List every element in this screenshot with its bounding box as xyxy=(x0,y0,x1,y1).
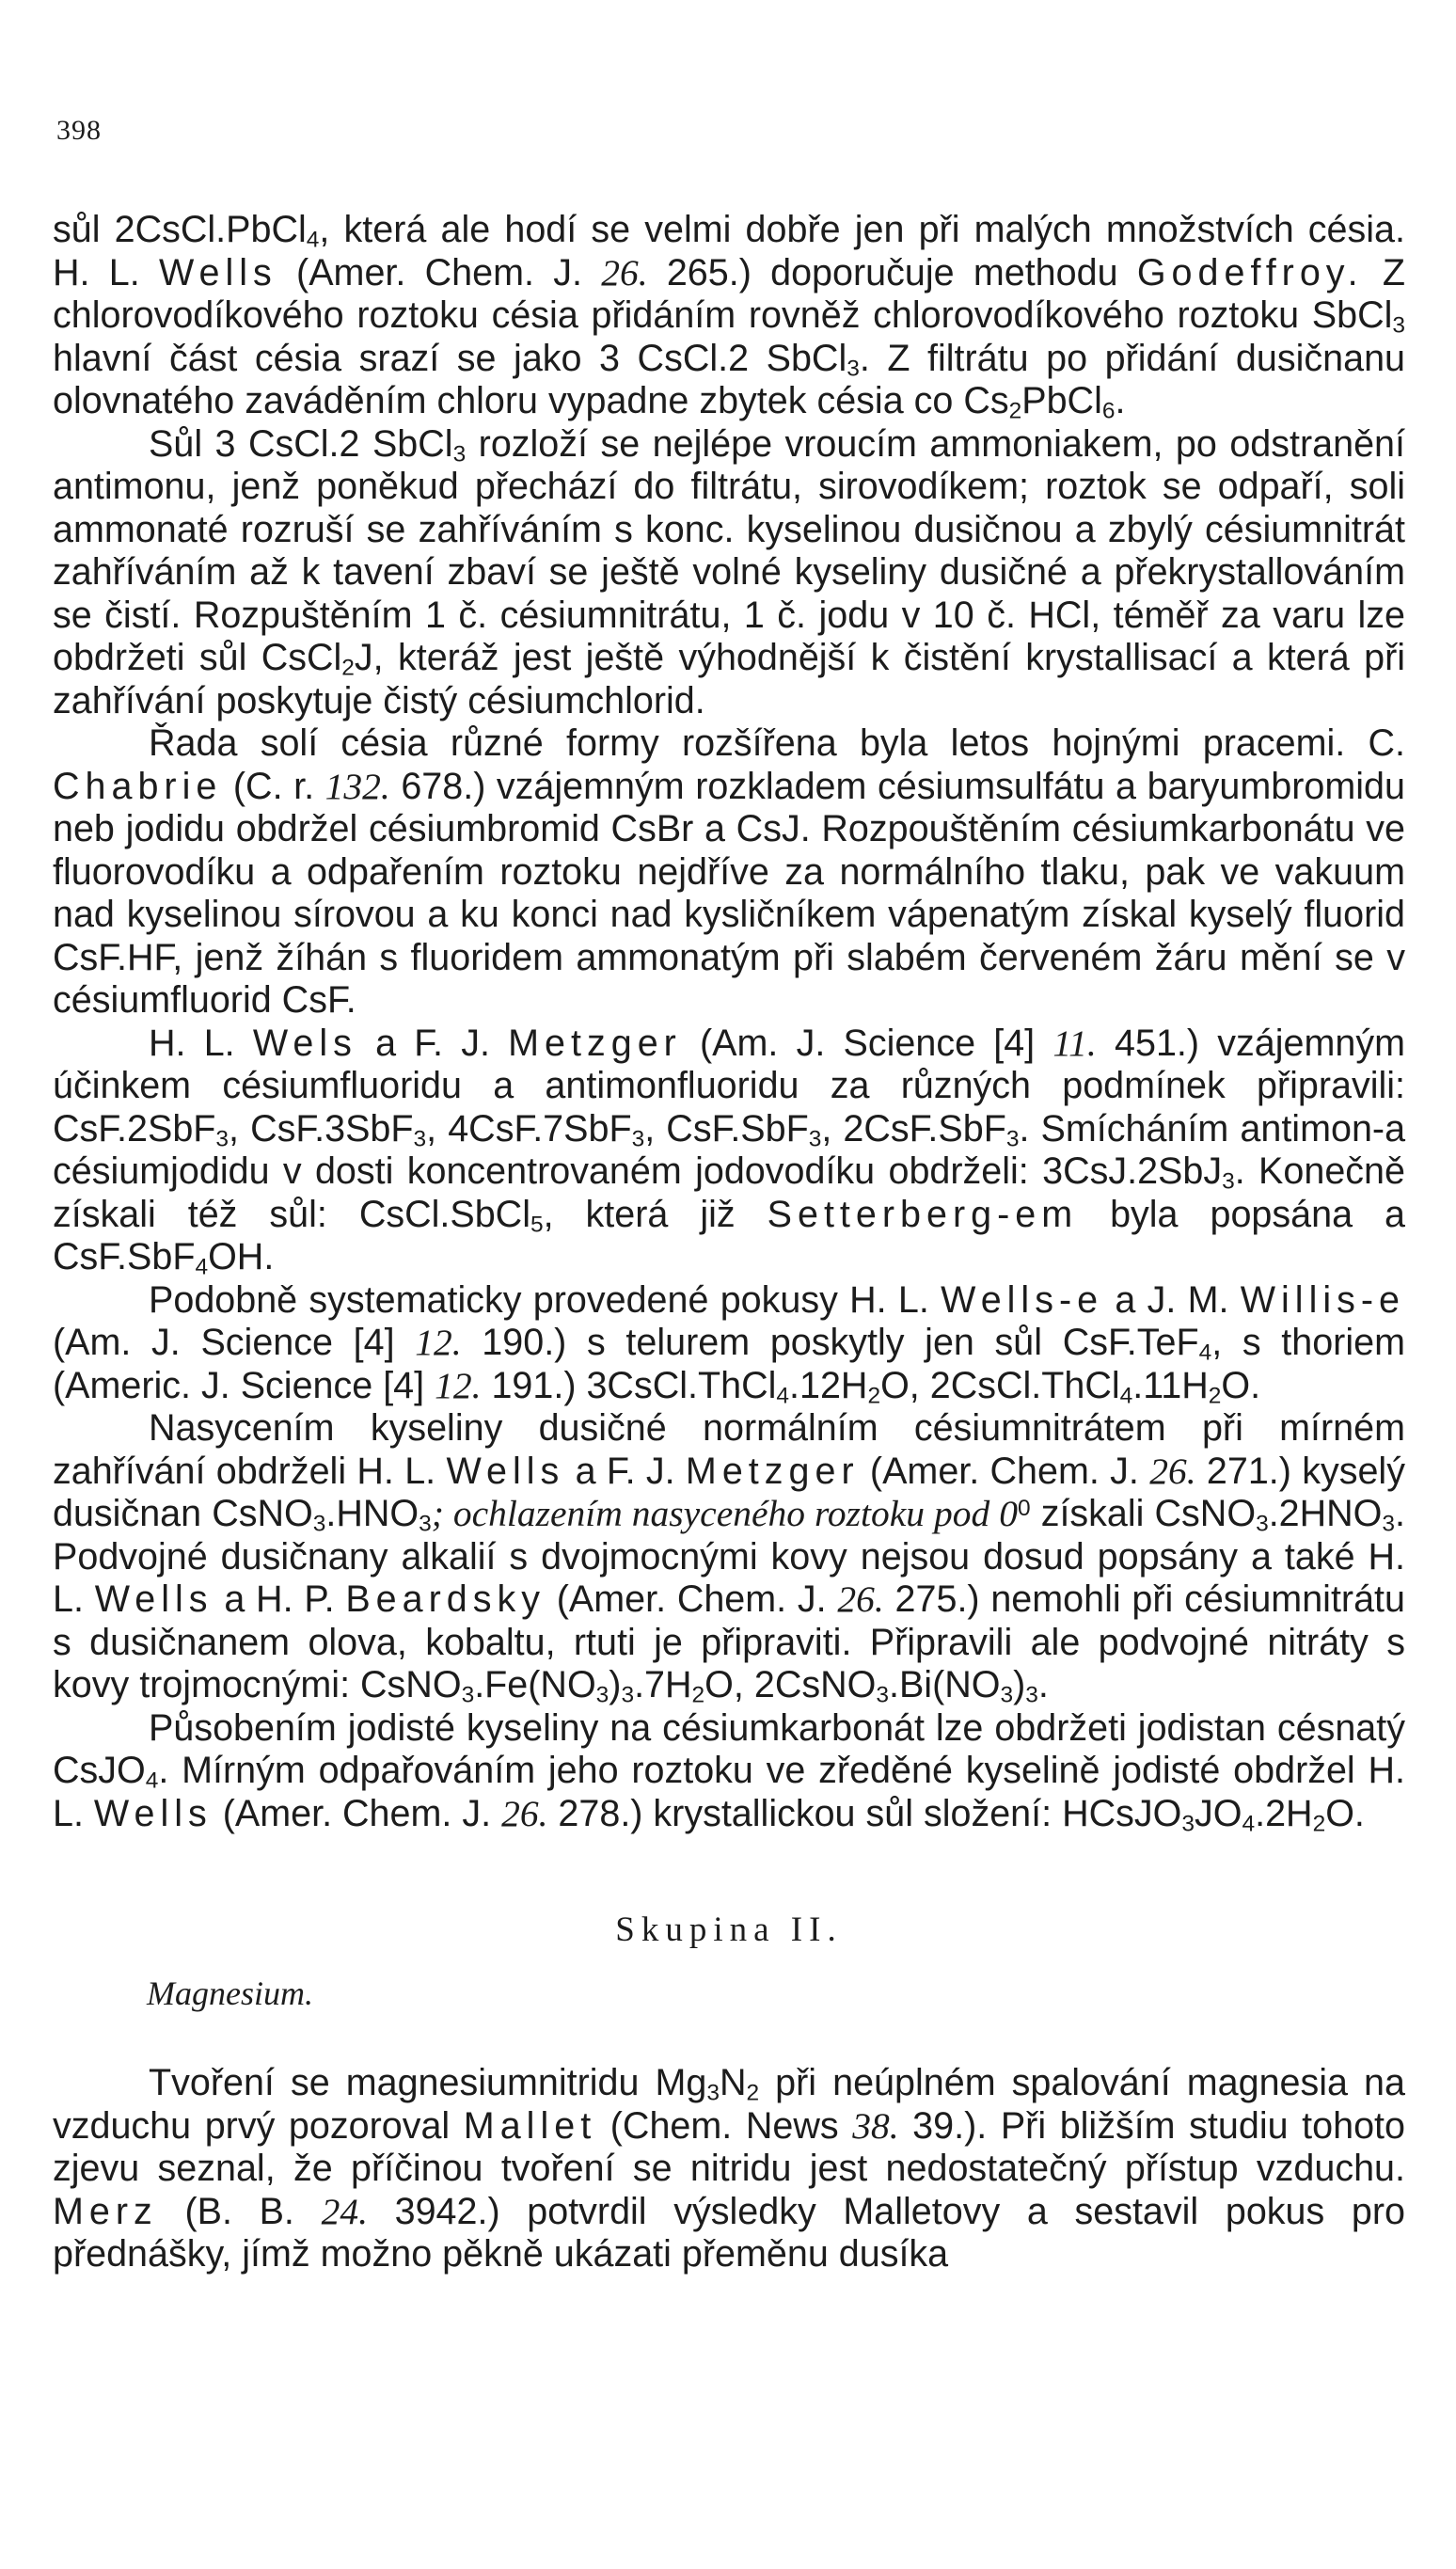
paragraph-4: H. L. Wels a F. J. Metzger (Am. J. Science [4] 11. 451.) vzájemným účinkem césiumfluoridu a antimonfluoridu za různých podmínek připravili: CsF.2SbF$_3$, CsF.3SbF$_3$, 4CsF.7SbF$_3$, CsF.SbF$_3$, 2CsF.SbF$_3$. Smícháním antimon-a césiumjodidu v dosti koncentrovaném jodovodíku obdrželi: 3CsJ.2SbJ$_3$. Konečně získali též sůl: CsCl.SbCl$_5$, která již Setterberg-em byla popsána a CsF.SbF$_4$OH. xyxy=(53,1022,1406,1280)
paragraph-6: Nasycením kyseliny dusičné normálním césiumnitrátem při mírném zahřívání obdrželi H. L. Wells a F. J. Metzger (Amer. Chem. J. 26. 271.) kyselý dusičnan $CsNO_3.HNO_3$; ochlazením nasyceného roztoku pod $0^0$ získali $CsNO_3.2HNO_3$. Podvojné dusičnany alkalií s dvojmocnými kovy nejsou dosud popsány a také H. L. Wells a H. P. Beardsky (Amer. Chem. J. 26. 275.) nemohli při césiumnitrátu s dusičnanem olova, kobaltu, rtuti je připraviti. Připravili ale podvojné nitráty s kovy trojmocnými: $CsNO_3.Fe(NO_3)_3.7H_2O$, $2CsNO_3.Bi(NO_3)_3$. xyxy=(53,1407,1406,1708)
paragraph-7: Působením jodisté kyseliny na césiumkarbonát lze obdržeti jodistan césnatý CsJO$_4$. Mírným odpařováním jeho roztoku ve zředěné kyselině jodisté obdržel H. L. Wells (Amer. Chem. J. 26. 278.) krystallickou sůl složení: $HCsJO_3JO_4.2H_2O$. xyxy=(53,1706,1405,1836)
body-text xyxy=(53,209,1405,2276)
paragraph-2: Sůl 3 CsCl.2 SbCl$_3$ rozloží se nejlépe vroucím ammoniakem, po odstranění antimonu, jenž poněkud přechází do filtrátu, sirovodíkem; roztok se odpaří, soli ammonaté rozruší se zahříváním s konc. kyselinou dusičnou a zbylý césiumnitrát zahříváním až k tavení zbaví se ještě volné kyseliny dusičné a překrystallováním se čistí. Rozpuštěním 1 č. césiumnitrátu, 1 č. jodu v 10 č. HCl, téměř za varu lze obdržeti sůl CsCl$_2$J, kteráž jest ještě výhodnější k čistění krystallisací a která při zahřívání poskytuje čistý césiumchlorid. xyxy=(53,422,1406,722)
section-heading: Skupina II. xyxy=(615,1911,843,1949)
paragraph-8: Tvoření se magnesiumnitridu $Mg_3N_2$ při neúplném spalování magnesia na vzduchu prvý pozoroval Mallet (Chem. News 38. 39.). Při bližším studiu tohoto zjevu seznal, že příčinou tvoření se nitridu jest nedostatečný přístup vzduchu. Merz (B. B. 24. 3942.) potvrdil výsledky Malletovy a sestavil pokus pro přednášky, jímž možno pěkně ukázati přeměnu dusíka xyxy=(53,2062,1406,2275)
paragraph-1: sůl 2CsCl.PbCl$_4$, která ale hodí se velmi dobře jen při malých množstvích césia. H. L. Wells (Amer. Chem. J. 26. 265.) doporučuje methodu Godeffroy. Z chlorovodíkového roztoku césia přidáním rovněž chlorovodíkového roztoku SbCl$_3$ hlavní část césia srazí se jako 3 CsCl.2 SbCl$_3$. Z filtrátu po přidání dusičnanu olovnatého zaváděním chloru vypadne zbytek césia co $Cs_2PbCl_6$. xyxy=(53,209,1406,424)
paragraph-5: Podobně systematicky provedené pokusy H. L. Wells-e a J. M. Willis-e (Am. J. Science [4] 12. 190.) s telurem poskytly jen sůl CsF.TeF$_4$, s thoriem (Americ. J. Science [4] 12. 191.) $3CsCl.ThCl_4.12H_2O$, $2CsCl.ThCl_4.11H_2O$. xyxy=(53,1278,1406,1408)
page-number: 398 xyxy=(56,115,102,146)
paragraph-3: Řada solí césia různé formy rozšířena byla letos hojnými pracemi. C. Chabrie (C. r. 132. 678.) vzájemným rozkladem césiumsulfátu a baryumbromidu neb jodidu obdržel césiumbromid CsBr a CsJ. Rozpouštěním césiumkarbonátu ve fluorovodíku a odpařením roztoku nejdříve za normálního tlaku, pak ve vakuum nad kyselinou sírovou a ku konci nad kysličníkem vápenatým získal kyselý fluorid CsF.HF, jenž žíhán s fluoridem ammonatým při slabém červeném žáru mění se v césiumfluorid CsF. xyxy=(53,722,1405,1021)
section-subheading: Magnesium. xyxy=(147,1974,313,2012)
